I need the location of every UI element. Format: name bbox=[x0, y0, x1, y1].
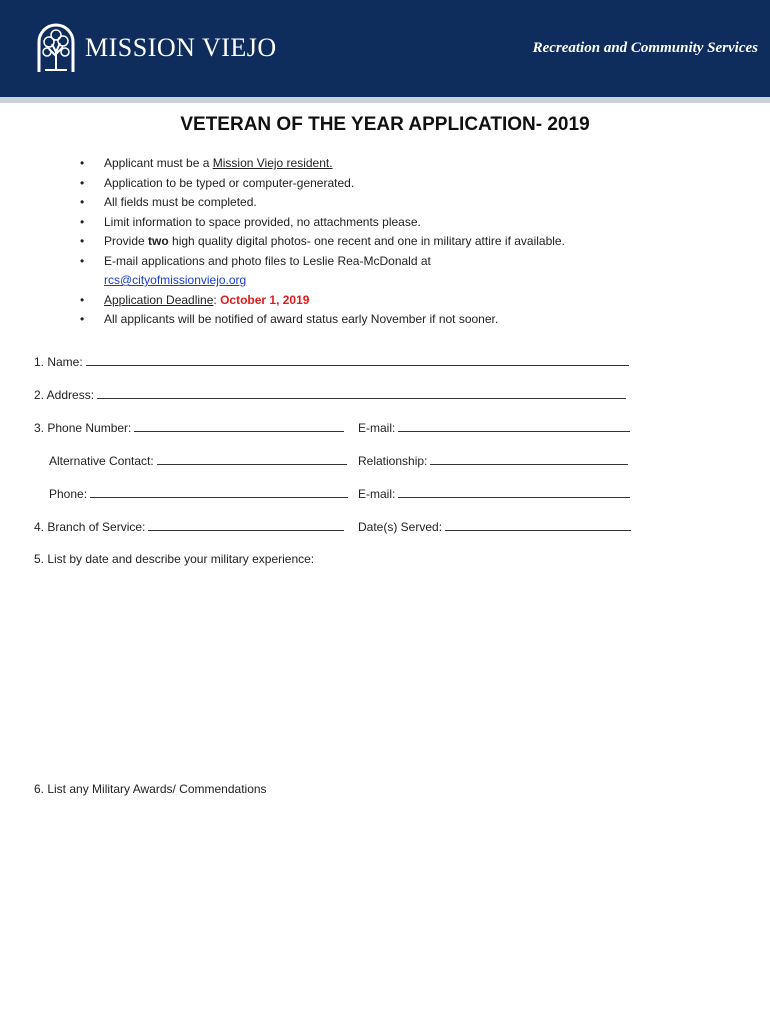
deadline-label: Application Deadline bbox=[104, 292, 214, 307]
bullet-icon: • bbox=[80, 156, 85, 170]
instruction-item: • Limit information to space provided, no attachments please. bbox=[77, 213, 697, 233]
dates-label: Date(s) Served: bbox=[358, 520, 443, 534]
address-label: 2. Address: bbox=[34, 388, 95, 402]
alt-phone-field[interactable] bbox=[90, 486, 348, 498]
header-banner bbox=[0, 0, 770, 97]
email-row bbox=[358, 420, 630, 435]
experience-area[interactable] bbox=[34, 572, 734, 772]
instruction-item: • Applicant must be a Mission Viejo resident. bbox=[77, 154, 697, 174]
instruction-item: • All fields must be completed. bbox=[77, 193, 697, 213]
phone-row bbox=[34, 420, 344, 435]
deadline-date: October 1, 2019 bbox=[220, 292, 310, 307]
email-link[interactable]: rcs@cityofmissionviejo.org bbox=[104, 273, 247, 287]
header-divider bbox=[0, 97, 770, 103]
alt-email-row bbox=[358, 486, 630, 501]
alt-email-label: E-mail: bbox=[358, 487, 396, 501]
alt-phone-label: Phone: bbox=[49, 487, 88, 501]
bullet-icon: • bbox=[80, 214, 85, 229]
phone-label: 3. Phone Number: bbox=[34, 421, 132, 435]
experience-label: 5. List by date and describe your military experience: bbox=[34, 552, 315, 566]
relationship-label: Relationship: bbox=[358, 454, 428, 468]
dates-field[interactable] bbox=[445, 519, 631, 531]
relationship-row bbox=[358, 453, 628, 468]
bullet-icon: • bbox=[80, 195, 85, 209]
instruction-item: • All applicants will be notified of award status early November if not sooner. bbox=[77, 310, 697, 330]
bullet-icon: • bbox=[80, 234, 85, 248]
city-logo bbox=[35, 22, 277, 74]
name-label: 1. Name: bbox=[34, 355, 83, 369]
bullet-icon: • bbox=[80, 312, 85, 326]
department-name: Recreation and Community Services bbox=[532, 40, 758, 56]
bullet-icon: • bbox=[80, 253, 85, 268]
branch-label: 4. Branch of Service: bbox=[34, 520, 146, 534]
name-row bbox=[34, 354, 629, 369]
email-field[interactable] bbox=[398, 420, 630, 432]
relationship-field[interactable] bbox=[430, 453, 628, 465]
email-label: E-mail: bbox=[358, 421, 396, 435]
alt-contact-field[interactable] bbox=[157, 453, 347, 465]
branch-row bbox=[34, 519, 344, 534]
instruction-item: • Application Deadline: October 1, 2019 bbox=[77, 291, 697, 311]
residency-requirement: Mission Viejo resident. bbox=[212, 156, 333, 170]
name-field[interactable] bbox=[86, 354, 629, 366]
bullet-icon: • bbox=[80, 175, 85, 190]
awards-label: 6. List any Military Awards/ Commendations bbox=[34, 782, 267, 796]
address-field[interactable] bbox=[97, 387, 626, 399]
instruction-item: • Application to be typed or computer-generated. bbox=[77, 174, 697, 194]
dates-row bbox=[358, 519, 631, 534]
tree-logo-icon bbox=[35, 22, 77, 74]
instruction-item: • E-mail applications and photo files to Leslie Rea-McDonald at rcs@cityofmissionviejo.org bbox=[80, 253, 431, 287]
alt-email-field[interactable] bbox=[398, 486, 630, 498]
instruction-item: • Provide two high quality digital photos- one recent and one in military attire if available. bbox=[77, 232, 697, 252]
address-row bbox=[34, 387, 626, 402]
branch-field[interactable] bbox=[148, 519, 344, 531]
alt-contact-row bbox=[49, 453, 347, 468]
bullet-icon: • bbox=[80, 292, 85, 307]
alt-contact-label: Alternative Contact: bbox=[49, 454, 154, 468]
instructions-list bbox=[77, 154, 697, 330]
phone-field[interactable] bbox=[134, 420, 344, 432]
alt-phone-row bbox=[49, 486, 348, 501]
awards-area[interactable] bbox=[34, 802, 734, 1002]
logo-wordmark: MISSION VIEJO bbox=[85, 33, 277, 62]
page-title: VETERAN OF THE YEAR APPLICATION- 2019 bbox=[180, 114, 590, 135]
